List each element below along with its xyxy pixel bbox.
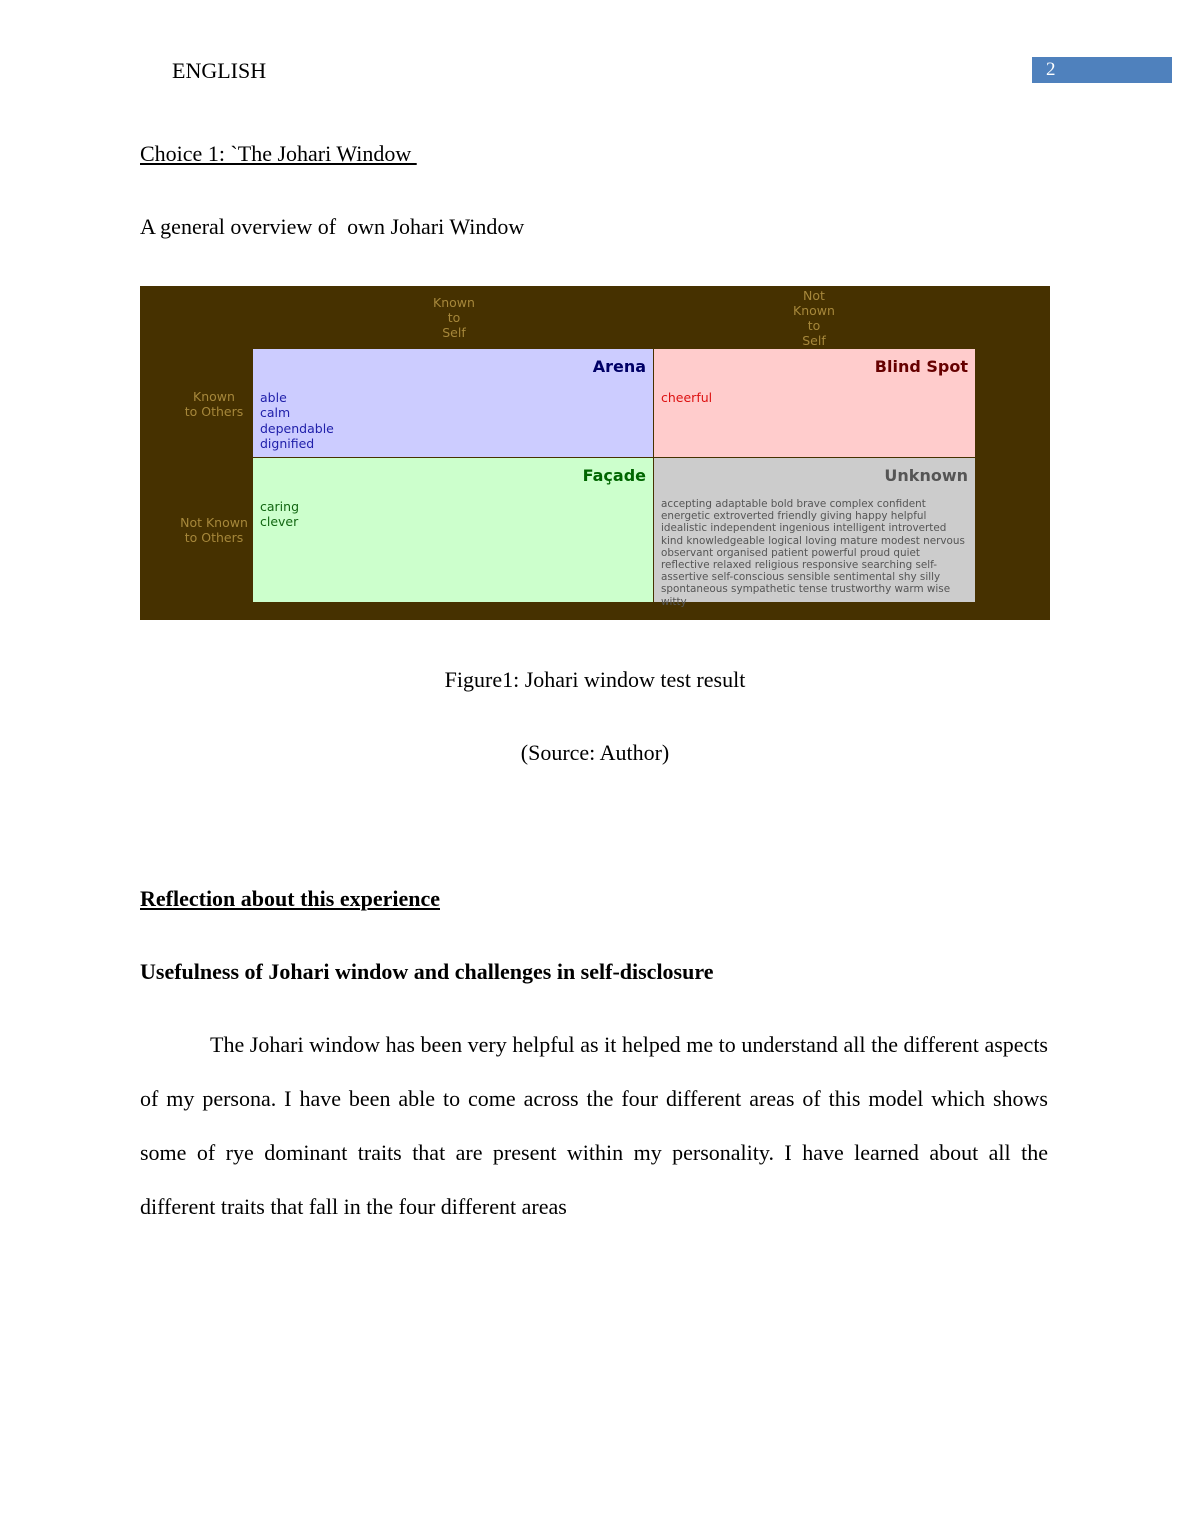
- quadrant-title: Unknown: [884, 466, 968, 485]
- trait: cheerful: [661, 390, 713, 405]
- label-known-to-others: Known to Others: [184, 389, 244, 419]
- quadrant-traits: [260, 390, 334, 452]
- quadrant-facade: [253, 458, 653, 602]
- label-known-to-self: Known to Self: [433, 295, 475, 340]
- quadrant-unknown: [654, 458, 975, 608]
- quadrant-traits: [260, 499, 299, 530]
- trait: dignified: [260, 436, 315, 452]
- section-subheading: Usefulness of Johari window and challenges in self-disclosure: [140, 959, 714, 984]
- johari-window-figure: [140, 286, 1050, 620]
- quadrant-title: Blind Spot: [874, 357, 968, 376]
- figure-caption: Figure1: Johari window test result: [444, 667, 746, 692]
- choice-heading: Choice 1: `The Johari Window: [140, 141, 417, 166]
- trait: able: [260, 390, 287, 405]
- reflection-heading: Reflection about this experience: [140, 886, 440, 911]
- label-not-known-to-self: Not Known to Self: [793, 288, 835, 348]
- overview-line: A general overview of own Johari Window: [140, 214, 525, 239]
- trait: clever: [260, 514, 299, 530]
- quadrant-arena: [253, 349, 653, 457]
- quadrant-title: Arena: [592, 357, 646, 376]
- quadrant-blind-spot: [654, 349, 975, 457]
- quadrant-traits: accepting adaptable bold brave complex confident energetic extroverted friendly giving happy helpful idealistic independent ingenious intelligent introverted kind knowledgeable logical loving mature modest nervous observant organised patient powerful proud quiet reflective relaxed religious responsive searching self-assertive self-conscious sensible sentimental shy silly spontaneous sympathetic tense trustworthy warm wise witty: [661, 498, 965, 608]
- trait: calm: [260, 405, 291, 421]
- label-not-known-to-others: Not Known to Others: [180, 515, 248, 545]
- quadrant-title: Façade: [582, 466, 646, 485]
- page-number: 2: [1032, 57, 1172, 83]
- figure-source: (Source: Author): [520, 740, 670, 765]
- trait: dependable: [260, 420, 334, 436]
- header-title: ENGLISH: [172, 58, 267, 83]
- trait: caring: [260, 499, 300, 514]
- quadrant-traits: [661, 390, 712, 405]
- body-paragraph: The Johari window has been very helpful as it helped me to understand all the different aspects of my persona. I have been able to come across the four different areas of this model which shows some of rye dominant traits that are present within my personality. I have learned about all the different traits that fall in the four different areas: [140, 1032, 1048, 1219]
